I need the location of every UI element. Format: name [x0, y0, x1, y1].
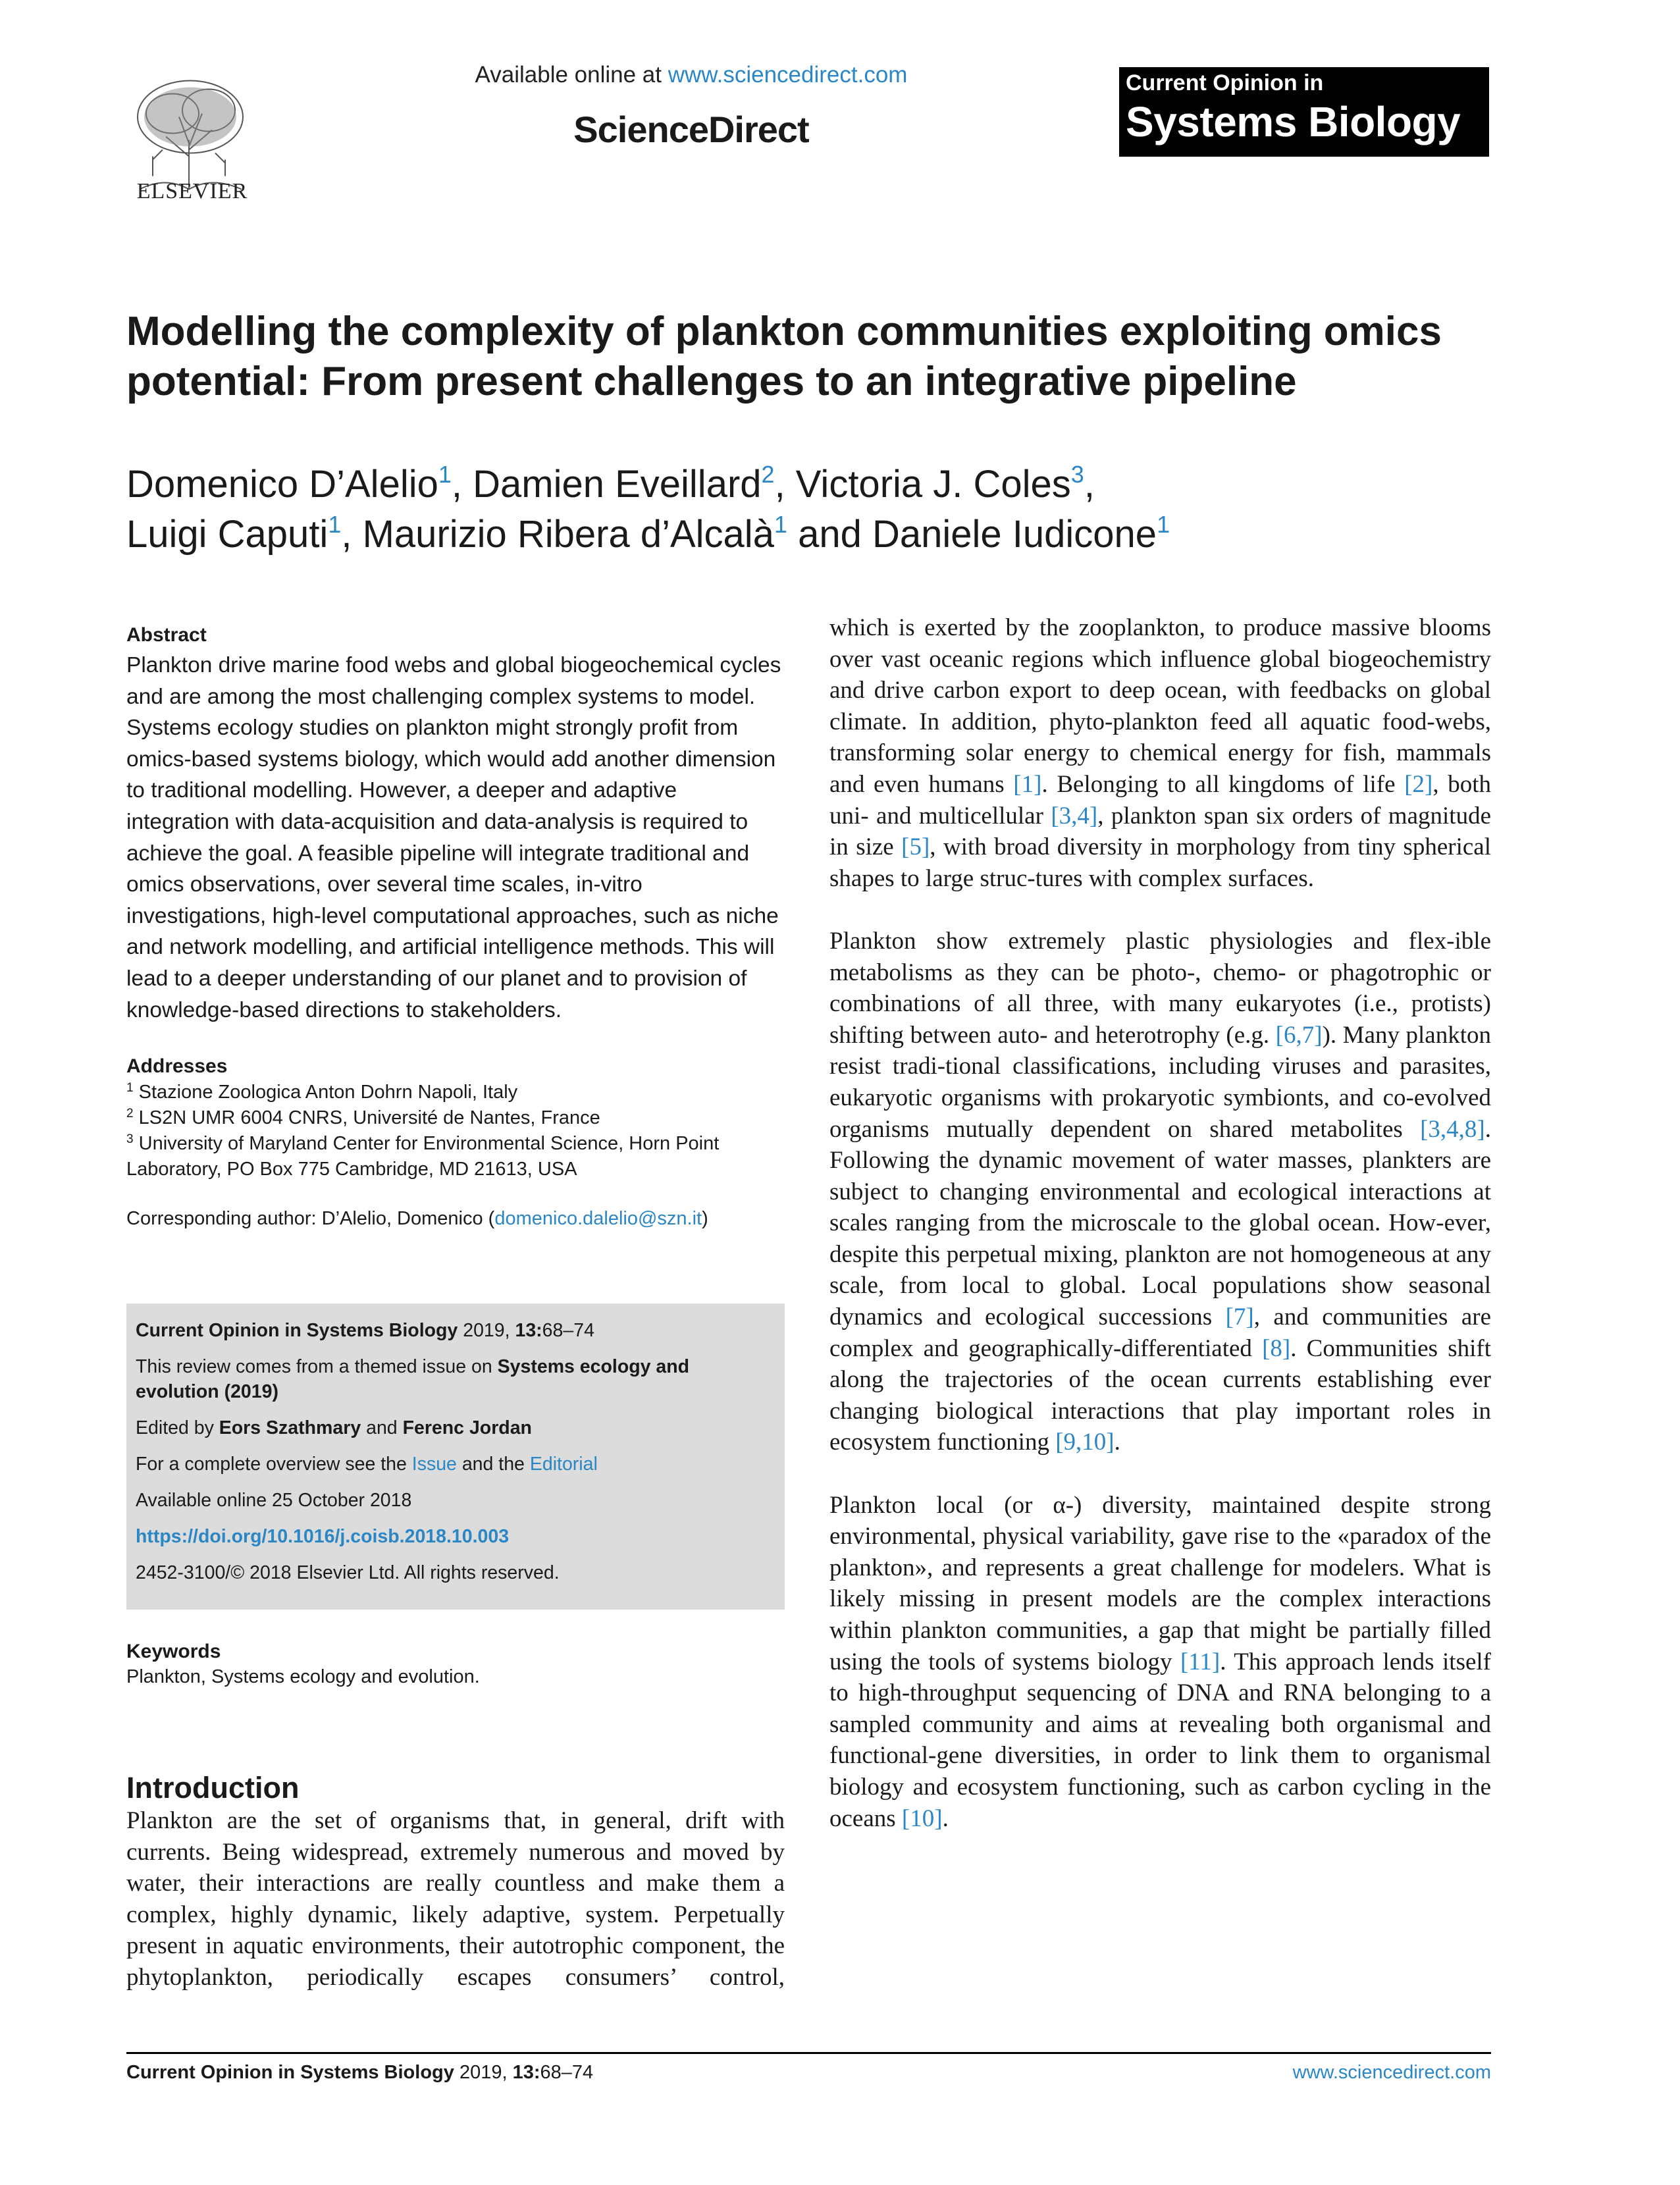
reference-link[interactable]: [3,4,8]	[1420, 1115, 1485, 1143]
publisher-name: ELSEVIER	[136, 179, 248, 203]
info-pages: 68–74	[542, 1320, 594, 1341]
reference-link[interactable]: [8]	[1262, 1334, 1291, 1362]
author-list	[126, 460, 1509, 560]
address-item	[126, 1105, 785, 1131]
author-affiliation[interactable]: 1	[1157, 511, 1170, 538]
address-text: University of Maryland Center for Environmental Science, Horn Point Laboratory, PO Box 775 Cambridge, MD 21613, USA	[126, 1133, 720, 1180]
author[interactable]: Victoria J. Coles	[795, 463, 1071, 506]
addresses-heading: Addresses	[126, 1055, 228, 1078]
right-column	[829, 612, 1491, 1834]
available-online	[395, 62, 987, 88]
address-number: 3	[126, 1132, 134, 1147]
sciencedirect-brand: ScienceDirect	[573, 109, 809, 150]
editorial-link[interactable]: Editorial	[529, 1454, 598, 1475]
corresponding-author	[126, 1206, 785, 1232]
editor-name: Eors Szathmary	[219, 1417, 361, 1438]
info-citation	[136, 1318, 775, 1343]
address-item	[126, 1131, 785, 1182]
author-affiliation[interactable]: 3	[1070, 461, 1084, 488]
keywords-text: Plankton, Systems ecology and evolution.	[126, 1666, 480, 1687]
info-available-date: Available online 25 October 2018	[136, 1490, 412, 1511]
abstract-text: Plankton drive marine food webs and global biogeochemical cycles and are among the most challenging complex systems to model. Systems ecology studies on plankton might strongly profit from omics-based systems biology, which would add another dimension to traditional modelling. However, a deeper and adaptive integration with data-acquisition and data-analysis is required to achieve the goal. A feasible pipeline will integrate traditional and omics observations, over several time scales, in-vitro investigations, high-level computational approaches, such as niche and network modelling, and artificial intelligence methods. This will lead to a deeper understanding of our planet and to provision of knowledge-based directions to stakeholders.	[126, 653, 781, 1022]
footer-sciencedirect-link[interactable]: www.sciencedirect.com	[1292, 2062, 1491, 2083]
addresses	[126, 1053, 785, 1182]
left-column	[126, 622, 785, 1232]
body-text: .	[1114, 1429, 1120, 1456]
reference-link[interactable]: [7]	[1225, 1303, 1254, 1331]
reference-link[interactable]: [1]	[1013, 770, 1042, 798]
journal-badge-line2: Systems Biology	[1126, 98, 1461, 145]
info-volume: 13:	[515, 1320, 542, 1341]
themed-prefix: This review comes from a themed issue on	[136, 1356, 498, 1377]
introduction-text: Plankton are the set of organisms that, in general, drift with currents. Being widespread, extremely numerous and moved by water, their interactions are really countless and make them a complex, highly dynamic, likely adaptive, system. Perpetually present in aquatic environments, their autotrophic component, the phytoplankton, periodically escapes consumers’ control,	[126, 1807, 785, 1991]
author[interactable]: Damien Eveillard	[473, 463, 762, 506]
article-title: Modelling the complexity of plankton communities exploiting omics potential: From present challenges to an integrative pipeline	[126, 309, 1442, 404]
info-themed-issue	[136, 1354, 775, 1404]
reference-link[interactable]: [10]	[901, 1804, 943, 1832]
body-text: . Communities shift along the trajectories of the ocean currents establishing ever changing biological interactions that play important roles in ecosystem functioning	[829, 1334, 1491, 1456]
body-paragraph-2	[829, 926, 1491, 1458]
body-text: ). Many plankton resist tradi-tional classifications, including viruses and parasites, eukaryotic organisms with prokaryotic symbionts, and co-evolved organisms mutually dependent on shared metabolites	[829, 1021, 1491, 1143]
footer-citation	[126, 2062, 593, 2084]
author-separator: ,	[341, 513, 363, 556]
author[interactable]: Daniele Iudicone	[872, 513, 1157, 556]
journal-badge-line1: Current Opinion in	[1126, 70, 1324, 95]
edited-and: and	[361, 1417, 403, 1438]
keywords	[126, 1639, 785, 1689]
corresponding-email-link[interactable]: domenico.dalelio@szn.it	[494, 1208, 702, 1230]
reference-link[interactable]: [2]	[1404, 770, 1433, 798]
themed-issue-name: Systems ecology and evolution (2019)	[136, 1356, 690, 1402]
reference-link[interactable]: [3,4]	[1051, 802, 1098, 829]
author-separator: ,	[774, 463, 796, 506]
reference-link[interactable]: [6,7]	[1275, 1021, 1323, 1049]
available-prefix: Available online at	[475, 62, 668, 88]
journal-badge	[1119, 67, 1489, 157]
body-text: .	[942, 1804, 949, 1832]
reference-link[interactable]: [9,10]	[1055, 1429, 1115, 1456]
author-separator: ,	[451, 463, 473, 506]
footer-journal: Current Opinion in Systems Biology	[126, 2062, 454, 2083]
author[interactable]: Luigi Caputi	[126, 513, 328, 556]
body-text: , plankton span six orders of magnitude in size	[829, 802, 1491, 861]
keywords-heading: Keywords	[126, 1641, 221, 1662]
reference-link[interactable]: [5]	[901, 833, 930, 861]
author-affiliation[interactable]: 1	[328, 511, 342, 538]
address-number: 2	[126, 1107, 134, 1121]
corresponding-prefix: Corresponding author: D’Alelio, Domenico (	[126, 1208, 495, 1230]
body-text: which is exerted by the zooplankton, to produce massive blooms over vast oceanic regions which influence global biogeochemistry and drive carbon export to deep ocean, with feedbacks on global climate. In addition, phyto-plankton feed all aquatic food-webs, transforming solar energy to chemical energy for fish, mammals and even humans	[829, 614, 1491, 798]
footer-volume: 13:	[512, 2062, 540, 2083]
address-number: 1	[126, 1081, 134, 1095]
body-text: . Belonging to all kingdoms of life	[1041, 770, 1405, 798]
issue-link[interactable]: Issue	[411, 1454, 457, 1475]
abstract-heading: Abstract	[126, 624, 207, 646]
info-doi	[136, 1524, 775, 1549]
introduction-heading: Introduction	[126, 1771, 300, 1804]
body-text: , with broad diversity in morphology from tiny spherical shapes to large struc-tures with complex surfaces.	[829, 833, 1491, 892]
body-paragraph-1	[829, 612, 1491, 894]
body-text: Plankton local (or α-) diversity, maintained despite strong environmental, physical variability, gave rise to the «paradox of the plankton», and represents a great challenge for modelers. What is likely missing in present models are the complex interactions within plankton communities, a gap that might be partially filled using the tools of systems biology	[829, 1491, 1491, 1675]
sciencedirect-link[interactable]: www.sciencedirect.com	[668, 62, 908, 88]
editor-name: Ferenc Jordan	[402, 1417, 532, 1438]
info-copyright: 2452-3100/© 2018 Elsevier Ltd. All rights reserved.	[136, 1562, 560, 1583]
corresponding-suffix: )	[702, 1208, 708, 1230]
address-item	[126, 1080, 785, 1105]
author-separator: and	[787, 513, 872, 556]
author[interactable]: Domenico D’Alelio	[126, 463, 438, 506]
info-year: 2019,	[458, 1320, 515, 1341]
body-paragraph-3	[829, 1490, 1491, 1835]
article-info-box	[126, 1303, 785, 1610]
reference-link[interactable]: [11]	[1180, 1648, 1221, 1675]
body-text: , and communities are complex and geographically-differentiated	[829, 1303, 1491, 1362]
footer-divider	[126, 2052, 1491, 2054]
overview-mid: and the	[456, 1454, 530, 1475]
body-text: , both uni- and multicellular	[829, 770, 1492, 829]
info-editors	[136, 1415, 775, 1440]
author-affiliation[interactable]: 1	[774, 511, 787, 538]
author-separator: ,	[1084, 463, 1095, 506]
info-journal: Current Opinion in Systems Biology	[136, 1320, 458, 1341]
address-text: LS2N UMR 6004 CNRS, Université de Nantes, France	[138, 1107, 600, 1129]
author[interactable]: Maurizio Ribera d’Alcalà	[362, 513, 774, 556]
author-affiliation[interactable]: 1	[438, 461, 452, 488]
body-text: Plankton show extremely plastic physiologies and flex-ible metabolisms as they can be photo-, chemo- or phagotrophic or combinations of all three, with many eukaryotes (i.e., protists) shifting between auto- and heterotrophy (e.g.	[829, 927, 1491, 1049]
body-text: . Following the dynamic movement of water masses, plankters are subject to changing environmental and ecological interactions at scales ranging from the microscale to the global ocean. How-ever, despite this perpetual mixing, plankton are not homogeneous at any scale, from local to global. Local populations show seasonal dynamics and ecological successions	[829, 1115, 1491, 1331]
doi-link[interactable]: https://doi.org/10.1016/j.coisb.2018.10.003	[136, 1526, 510, 1547]
info-overview	[136, 1452, 775, 1477]
footer-year: 2019,	[454, 2062, 513, 2083]
overview-prefix: For a complete overview see the	[136, 1454, 412, 1475]
footer-pages: 68–74	[540, 2062, 594, 2083]
body-text: . This approach lends itself to high-throughput sequencing of DNA and RNA belonging to a sampled community and aims at revealing both organismal and functional-gene diversities, in order to link them to organismal biology and ecosystem functioning, such as carbon cycling in the oceans	[829, 1648, 1491, 1832]
author-affiliation[interactable]: 2	[761, 461, 775, 488]
address-text: Stazione Zoologica Anton Dohrn Napoli, Italy	[138, 1082, 518, 1103]
edited-prefix: Edited by	[136, 1417, 219, 1438]
